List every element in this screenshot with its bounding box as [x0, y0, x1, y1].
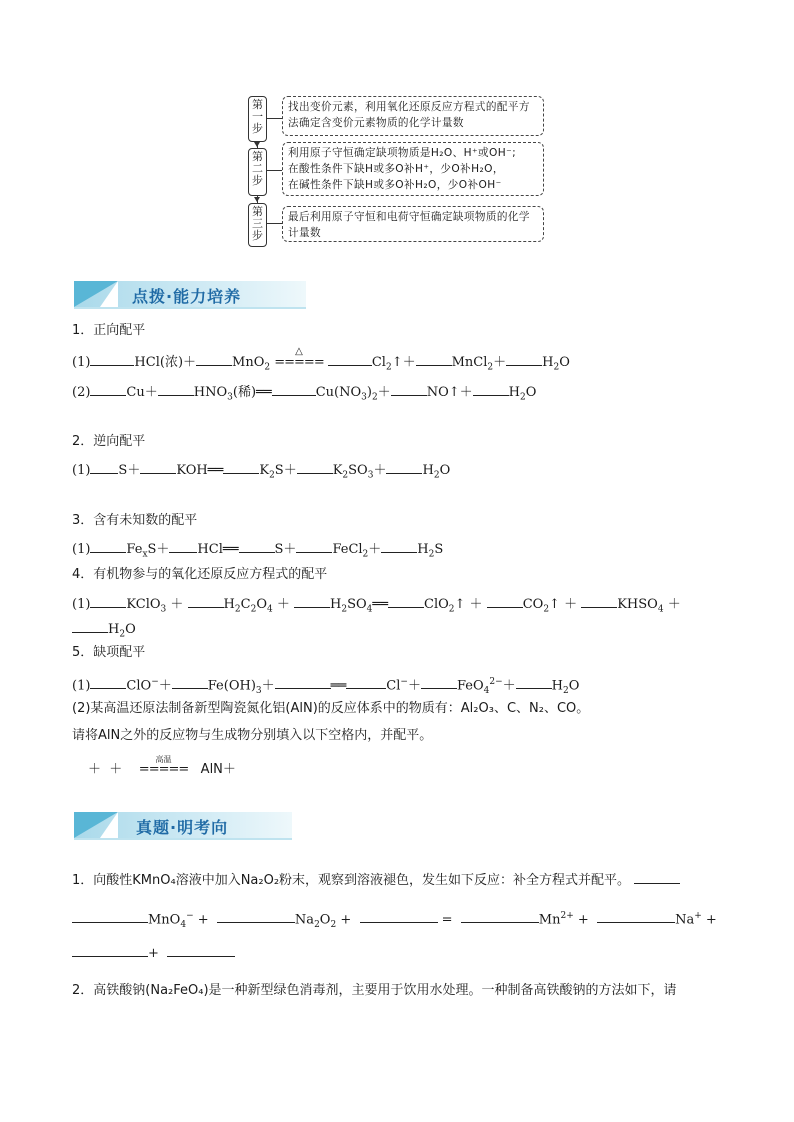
- step3-label: 第 三 步: [248, 203, 267, 247]
- question-2: 2．高铁酸钠(Na₂FeO₄)是一种新型绿色消毒剂，主要用于饮用水处理。一种制备高铁酸钠的方法如下，请: [72, 983, 677, 998]
- heading-unknown: 3．含有未知数的配平: [72, 513, 198, 528]
- step1-connector: [267, 118, 282, 119]
- step2-line3: 在碱性条件下缺H或多O补H₂O，少O补OH⁻: [288, 179, 502, 191]
- heading-missing: 5．缺项配平: [72, 645, 146, 660]
- step2-connector: [267, 170, 282, 171]
- step2-text: [282, 142, 544, 196]
- step2-line2: 在酸性条件下缺H或多O补H⁺，少O补H₂O，: [288, 163, 504, 175]
- heading-reverse: 2．逆向配平: [72, 434, 146, 449]
- heat-condition: △: [295, 346, 303, 357]
- q1-equation: $MnO_4^- + Na_2O_2$ + = $Mn^{2+} + Na^+$ +: [72, 906, 717, 935]
- step2-label: 第 二 步: [248, 148, 267, 196]
- step3-connector: [267, 223, 282, 224]
- arrow-down-icon: [254, 142, 260, 147]
- section-title: 点拨·能力培养: [132, 287, 242, 306]
- eq-forward-2: (2) $Cu+ HNO_3$(稀)══ $Cu(NO_3)_2+$ NO↑＋ $H_2O$: [72, 381, 536, 408]
- eq-organic-1-cont: $H_2O$: [72, 618, 136, 645]
- eq-unknown-1: (1) $Fe_xS+$ HCl══ S＋ FeCl$_2$＋ $H_2S$: [72, 538, 443, 565]
- section-header-exam: [74, 812, 306, 840]
- question-1: 1．向酸性KMnO₄溶液中加入Na₂O₂粉末，观察到溶液褪色，发生如下反应：补全方程式并配平。: [72, 869, 680, 891]
- section-title: 真题·明考向: [136, 818, 229, 837]
- step1-text: 找出变价元素，利用氧化还原反应方程式的配平方法确定含变价元素物质的化学计量数: [282, 96, 544, 136]
- step3-text: 最后利用原子守恒和电荷守恒确定缺项物质的化学计量数: [282, 206, 544, 242]
- section-header-skills: [74, 281, 306, 309]
- heading-forward: 1．正向配平: [72, 323, 146, 338]
- q-aln-instruction: 请将AlN之外的反应物与生成物分别填入以下空格内，并配平。: [72, 728, 433, 743]
- heading-organic: 4．有机物参与的氧化还原反应方程式的配平: [72, 567, 328, 582]
- eq-organic-1: (1) KClO$_3$ ＋ $H_2C_2O_4$ ＋ $H_2SO_4══$ ClO$_2$↑ ＋ $CO_2↑$ ＋ $KHSO_4$ ＋: [72, 593, 681, 620]
- eq-missing-1: (1) $ClO^-+ Fe(OH)_3+$ ══ $Cl^-+ FeO_4^{2-}+ H_2O$: [72, 672, 579, 701]
- eq-reverse-1: (1) S＋ KOH══ $K_2S+ K_2SO_3+ H_2O$: [72, 459, 450, 486]
- step2-line1: 利用原子守恒确定缺项物质是H₂O、H⁺或OH⁻;: [288, 147, 517, 159]
- eq-aln: ＋ ＋ 高温 ===== AlN＋: [88, 760, 236, 780]
- step1-label: 第 一 步: [248, 96, 267, 142]
- q-aln-intro: (2)某高温还原法制备新型陶瓷氮化铝(AlN)的反应体系中的物质有：Al₂O₃、C、N₂、CO。: [72, 701, 590, 716]
- eq-forward-1: (1) HCl(浓)＋ MnO$_2$ △ ===== $Cl_2↑+$ MnCl$_2$＋ $H_2O$: [72, 351, 570, 378]
- high-temp-condition: 高温: [155, 755, 172, 764]
- q1-equation-cont: +: [72, 942, 235, 964]
- arrow-down-icon: [254, 197, 260, 202]
